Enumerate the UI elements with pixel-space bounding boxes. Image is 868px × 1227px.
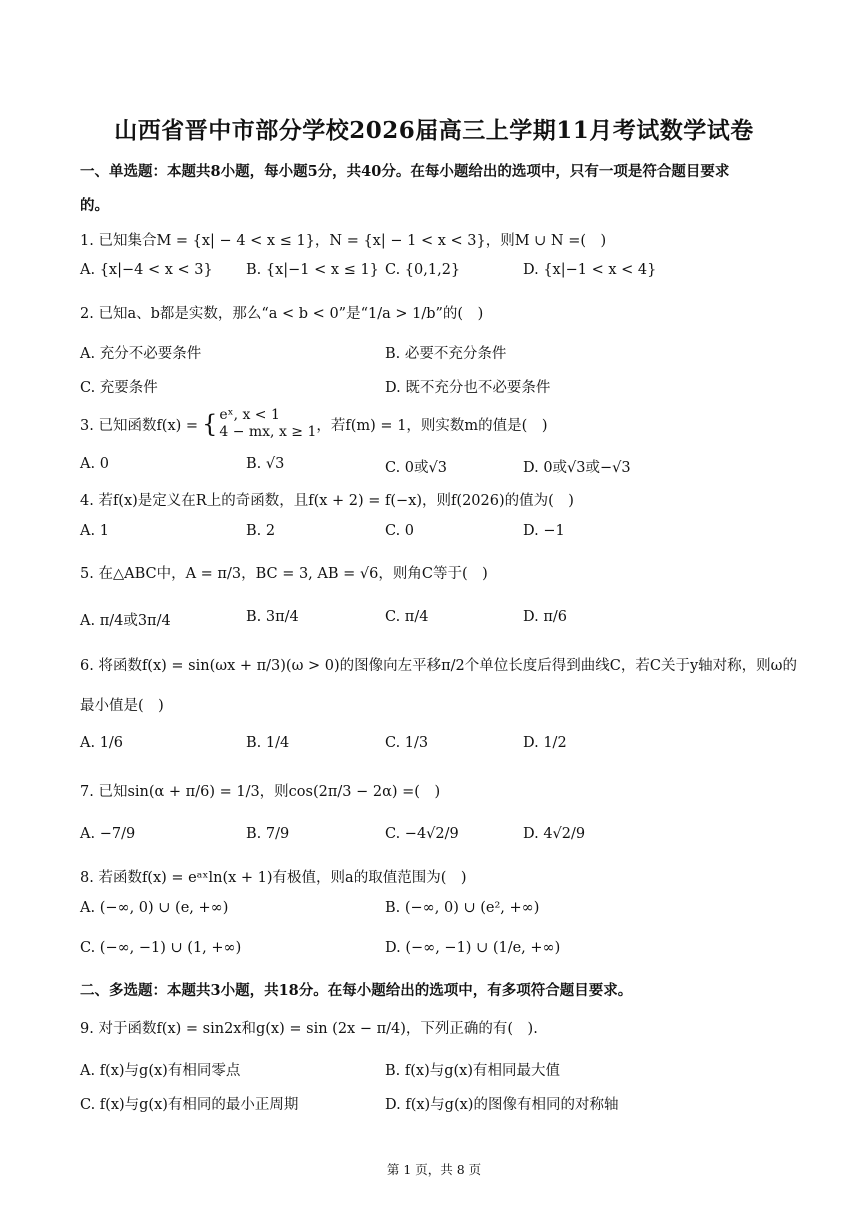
section-heading-single-choice: 一、单选题：本题共8小题，每小题5分，共40分。在每小题给出的选项中，只有一项是符合题目要求 xyxy=(80,163,730,180)
piecewise-case-2: 4 − mx, x ≥ 1 xyxy=(219,424,317,440)
question-7-option-c: C. −4√2/9 xyxy=(385,826,459,842)
question-2-option-c: C. 充要条件 xyxy=(80,380,158,396)
question-1-option-c: C. {0,1,2} xyxy=(385,262,461,278)
question-8-option-c: C. (−∞, −1) ∪ (1, +∞) xyxy=(80,940,242,956)
question-5-option-a: A. π/4或3π/4 xyxy=(80,613,171,629)
question-5-option-b: B. 3π/4 xyxy=(246,609,299,625)
question-5-option-d: D. π/6 xyxy=(523,609,567,625)
question-9-option-b: B. f(x)与g(x)有相同最大值 xyxy=(385,1063,561,1079)
question-8-option-a: A. (−∞, 0) ∪ (e, +∞) xyxy=(80,900,229,916)
question-3-stem-start: 3. 已知函数f(x) = xyxy=(80,417,199,434)
question-8-option-b: B. (−∞, 0) ∪ (e², +∞) xyxy=(385,900,540,916)
brace-symbol: { xyxy=(202,410,218,438)
question-4-option-c: C. 0 xyxy=(385,523,415,539)
question-3-option-c: C. 0或√3 xyxy=(385,460,447,476)
question-6-option-d: D. 1/2 xyxy=(523,735,567,751)
question-8-option-d: D. (−∞, −1) ∪ (1/e, +∞) xyxy=(385,940,561,956)
question-6-option-c: C. 1/3 xyxy=(385,735,429,751)
question-9-stem: 9. 对于函数f(x) = sin2x和g(x) = sin (2x − π/4)，下列正确的有( ). xyxy=(80,1021,538,1037)
question-4-stem: 4. 若f(x)是定义在R上的奇函数，且f(x + 2) = f(−x)，则f(2026)的值为( ) xyxy=(80,493,574,509)
question-3-option-d: D. 0或√3或−√3 xyxy=(523,460,631,476)
question-7-option-d: D. 4√2/9 xyxy=(523,826,586,842)
page-footer: 第 1 页，共 8 页 xyxy=(386,1162,482,1177)
question-2-option-b: B. 必要不充分条件 xyxy=(385,346,507,362)
question-3-option-b: B. √3 xyxy=(246,456,285,472)
question-3-stem-end: ，若f(m) = 1，则实数m的值是( ) xyxy=(316,417,548,434)
section-heading-multiple-choice: 二、多选题：本题共3小题，共18分。在每小题给出的选项中，有多项符合题目要求。 xyxy=(80,982,633,999)
question-5-option-c: C. π/4 xyxy=(385,609,429,625)
question-4-option-b: B. 2 xyxy=(246,523,276,539)
piecewise-case-1: eˣ, x < 1 xyxy=(219,407,280,423)
question-3-option-a: A. 0 xyxy=(80,456,109,472)
question-2-option-d: D. 既不充分也不必要条件 xyxy=(385,380,551,396)
question-4-option-a: A. 1 xyxy=(80,523,109,539)
question-2-option-a: A. 充分不必要条件 xyxy=(80,346,202,362)
question-6-stem-line-2: 最小值是( ) xyxy=(80,698,164,714)
question-1-option-a: A. {x|−4 < x < 3} xyxy=(80,262,213,278)
piecewise-cases xyxy=(219,407,316,441)
question-5-stem: 5. 在△ABC中，A = π/3，BC = 3, AB = √6，则角C等于( ) xyxy=(80,566,488,582)
question-7-option-a: A. −7/9 xyxy=(80,826,136,842)
section-heading-single-choice-cont: 的。 xyxy=(80,197,109,214)
question-9-option-c: C. f(x)与g(x)有相同的最小正周期 xyxy=(80,1097,299,1113)
question-9-option-a: A. f(x)与g(x)有相同零点 xyxy=(80,1063,241,1079)
question-7-stem: 7. 已知sin(α + π/6) = 1/3，则cos(2π/3 − 2α) =( ) xyxy=(80,784,441,800)
question-8-stem: 8. 若函数f(x) = eᵃˣln(x + 1)有极值，则a的取值范围为( ) xyxy=(80,870,467,886)
question-6-stem-line-1: 6. 将函数f(x) = sin(ωx + π/3)(ω > 0)的图像向左平移π/2个单位长度后得到曲线C，若C关于y轴对称，则ω的 xyxy=(80,658,797,674)
question-3-stem xyxy=(80,407,800,441)
question-1-option-d: D. {x|−1 < x < 4} xyxy=(523,262,657,278)
page-title: 山西省晋中市部分学校2026届高三上学期11月考试数学试卷 xyxy=(114,117,754,144)
question-6-option-b: B. 1/4 xyxy=(246,735,290,751)
question-6-option-a: A. 1/6 xyxy=(80,735,124,751)
question-2-stem: 2. 已知a、b都是实数，那么“a < b < 0”是“1/a > 1/b”的( ) xyxy=(80,306,484,322)
question-4-option-d: D. −1 xyxy=(523,523,565,539)
question-1-stem: 1. 已知集合M = {x| − 4 < x ≤ 1}，N = {x| − 1 < x < 3}，则M ∪ N =( ) xyxy=(80,233,607,249)
question-1-option-b: B. {x|−1 < x ≤ 1} xyxy=(246,262,379,278)
question-9-option-d: D. f(x)与g(x)的图像有相同的对称轴 xyxy=(385,1097,619,1113)
question-7-option-b: B. 7/9 xyxy=(246,826,290,842)
